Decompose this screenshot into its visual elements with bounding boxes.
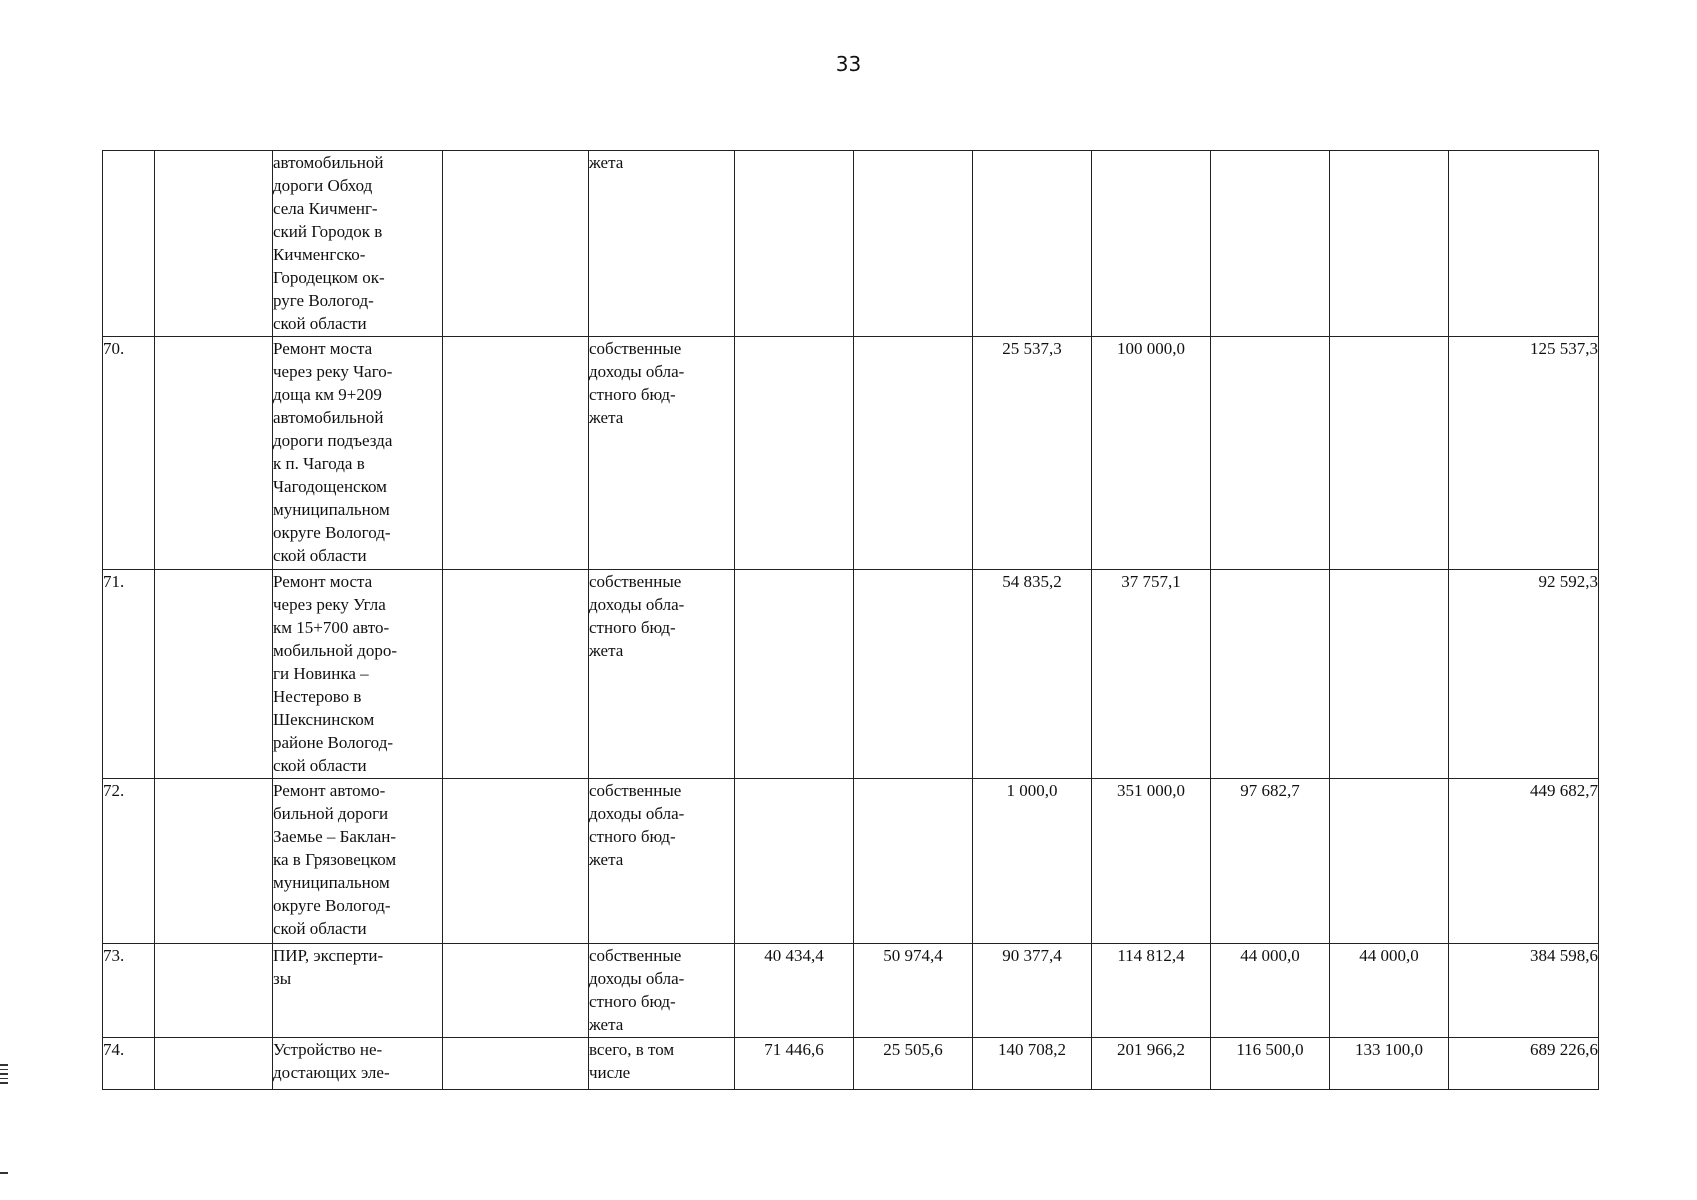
- funding-source-line: стного бюд-: [589, 827, 676, 846]
- object-name-line: округе Вологод-: [273, 896, 391, 915]
- row-number-cell: 72.: [103, 779, 155, 944]
- funding-source-line: собственные: [589, 781, 682, 800]
- funding-source-line: стного бюд-: [589, 385, 676, 404]
- row-number-cell: 73.: [103, 944, 155, 1038]
- object-name-line: ской области: [273, 314, 367, 333]
- object-name-line: Устройство не-: [273, 1040, 383, 1059]
- object-name-line: ской области: [273, 756, 367, 775]
- empty-cell: [443, 779, 589, 944]
- table-row: [103, 944, 1599, 1038]
- empty-cell: [155, 570, 273, 779]
- object-name-line: бильной дороги: [273, 804, 389, 823]
- object-name-line: ка в Грязовецком: [273, 850, 397, 869]
- funding-source-line: жета: [589, 153, 624, 172]
- year-value-cell: [1211, 570, 1330, 779]
- year-value-cell: 40 434,4: [735, 944, 854, 1038]
- year-value-cell: [854, 779, 973, 944]
- object-name-line: автомобильной: [273, 153, 384, 172]
- funding-source-line: доходы обла-: [589, 362, 685, 381]
- funding-source-line: всего, в том: [589, 1040, 675, 1059]
- table-row: [103, 779, 1599, 944]
- object-name-line: достающих эле-: [273, 1063, 390, 1082]
- funding-source-cell: [589, 151, 735, 337]
- funding-source-line: жета: [589, 408, 624, 427]
- year-value-cell: 133 100,0: [1330, 1038, 1449, 1090]
- funding-source-line: стного бюд-: [589, 992, 676, 1011]
- object-name-cell: [273, 779, 443, 944]
- year-value-cell: [854, 151, 973, 337]
- funding-source-line: жета: [589, 641, 624, 660]
- total-value-cell: [1449, 151, 1599, 337]
- funding-source-line: жета: [589, 1015, 624, 1034]
- empty-cell: [443, 570, 589, 779]
- total-value-cell: 689 226,6: [1449, 1038, 1599, 1090]
- year-value-cell: 44 000,0: [1211, 944, 1330, 1038]
- budget-table: [102, 150, 1599, 1090]
- object-name-line: ПИР, эксперти-: [273, 946, 384, 965]
- empty-cell: [155, 151, 273, 337]
- funding-source-cell: [589, 779, 735, 944]
- empty-cell: [443, 151, 589, 337]
- object-name-line: мобильной доро-: [273, 641, 397, 660]
- year-value-cell: [1211, 151, 1330, 337]
- year-value-cell: 44 000,0: [1330, 944, 1449, 1038]
- object-name-line: Ремонт моста: [273, 339, 373, 358]
- row-number-cell: 71.: [103, 570, 155, 779]
- year-value-cell: [1330, 570, 1449, 779]
- year-value-cell: 71 446,6: [735, 1038, 854, 1090]
- year-value-cell: 1 000,0: [973, 779, 1092, 944]
- year-value-cell: 25 537,3: [973, 337, 1092, 570]
- object-name-line: села Кичменг-: [273, 199, 378, 218]
- page-number: 33: [835, 52, 862, 76]
- object-name-cell: [273, 1038, 443, 1090]
- object-name-line: Городецком ок-: [273, 268, 385, 287]
- object-name-line: ский Городок в: [273, 222, 383, 241]
- object-name-line: муниципальном: [273, 873, 390, 892]
- table-row: [103, 1038, 1599, 1090]
- year-value-cell: [973, 151, 1092, 337]
- object-name-line: муниципальном: [273, 500, 390, 519]
- object-name-line: через реку Угла: [273, 595, 386, 614]
- object-name-line: руге Вологод-: [273, 291, 374, 310]
- total-value-cell: 92 592,3: [1449, 570, 1599, 779]
- object-name-line: Заемье – Баклан-: [273, 827, 397, 846]
- margin-marks: [0, 1064, 8, 1087]
- object-name-line: ской области: [273, 919, 367, 938]
- year-value-cell: 201 966,2: [1092, 1038, 1211, 1090]
- object-name-line: Ремонт моста: [273, 572, 373, 591]
- empty-cell: [443, 944, 589, 1038]
- year-value-cell: 114 812,4: [1092, 944, 1211, 1038]
- empty-cell: [155, 337, 273, 570]
- year-value-cell: 100 000,0: [1092, 337, 1211, 570]
- object-name-line: Ремонт автомо-: [273, 781, 386, 800]
- year-value-cell: [735, 779, 854, 944]
- funding-source-cell: [589, 570, 735, 779]
- year-value-cell: [735, 337, 854, 570]
- empty-cell: [443, 1038, 589, 1090]
- year-value-cell: [1092, 151, 1211, 337]
- object-name-cell: [273, 944, 443, 1038]
- row-number-cell: [103, 151, 155, 337]
- funding-source-line: числе: [589, 1063, 631, 1082]
- object-name-line: ги Новинка –: [273, 664, 369, 683]
- total-value-cell: 449 682,7: [1449, 779, 1599, 944]
- row-number-cell: 70.: [103, 337, 155, 570]
- object-name-line: Чагодощенском: [273, 477, 387, 496]
- empty-cell: [155, 779, 273, 944]
- year-value-cell: [735, 151, 854, 337]
- object-name-line: к п. Чагода в: [273, 454, 365, 473]
- funding-source-cell: [589, 944, 735, 1038]
- funding-source-line: доходы обла-: [589, 969, 685, 988]
- year-value-cell: 37 757,1: [1092, 570, 1211, 779]
- empty-cell: [155, 944, 273, 1038]
- year-value-cell: [1330, 337, 1449, 570]
- object-name-line: округе Вологод-: [273, 523, 391, 542]
- year-value-cell: 97 682,7: [1211, 779, 1330, 944]
- total-value-cell: 384 598,6: [1449, 944, 1599, 1038]
- object-name-line: доща км 9+209: [273, 385, 382, 404]
- year-value-cell: 25 505,6: [854, 1038, 973, 1090]
- object-name-line: дороги подъезда: [273, 431, 393, 450]
- year-value-cell: [854, 337, 973, 570]
- funding-source-line: собственные: [589, 339, 682, 358]
- table-row: [103, 151, 1599, 337]
- object-name-line: автомобильной: [273, 408, 384, 427]
- object-name-cell: [273, 151, 443, 337]
- year-value-cell: 54 835,2: [973, 570, 1092, 779]
- table-row: [103, 570, 1599, 779]
- empty-cell: [443, 337, 589, 570]
- year-value-cell: 50 974,4: [854, 944, 973, 1038]
- object-name-line: Шекснинском: [273, 710, 375, 729]
- funding-source-line: стного бюд-: [589, 618, 676, 637]
- funding-source-line: жета: [589, 850, 624, 869]
- funding-source-cell: [589, 337, 735, 570]
- total-value-cell: 125 537,3: [1449, 337, 1599, 570]
- funding-source-line: доходы обла-: [589, 595, 685, 614]
- object-name-line: Кичменгско-: [273, 245, 366, 264]
- object-name-cell: [273, 570, 443, 779]
- year-value-cell: 140 708,2: [973, 1038, 1092, 1090]
- object-name-line: районе Вологод-: [273, 733, 394, 752]
- margin-mark-bottom: [0, 1172, 8, 1174]
- year-value-cell: [854, 570, 973, 779]
- year-value-cell: [1330, 151, 1449, 337]
- object-name-line: ской области: [273, 546, 367, 565]
- object-name-line: Нестерово в: [273, 687, 362, 706]
- object-name-line: км 15+700 авто-: [273, 618, 390, 637]
- object-name-line: дороги Обход: [273, 176, 373, 195]
- empty-cell: [155, 1038, 273, 1090]
- year-value-cell: 116 500,0: [1211, 1038, 1330, 1090]
- year-value-cell: [1211, 337, 1330, 570]
- year-value-cell: 351 000,0: [1092, 779, 1211, 944]
- row-number-cell: 74.: [103, 1038, 155, 1090]
- funding-source-line: собственные: [589, 572, 682, 591]
- funding-source-line: собственные: [589, 946, 682, 965]
- funding-source-cell: [589, 1038, 735, 1090]
- year-value-cell: [735, 570, 854, 779]
- object-name-line: через реку Чаго-: [273, 362, 393, 381]
- table-row: [103, 337, 1599, 570]
- funding-source-line: доходы обла-: [589, 804, 685, 823]
- object-name-line: зы: [273, 969, 292, 988]
- year-value-cell: [1330, 779, 1449, 944]
- year-value-cell: 90 377,4: [973, 944, 1092, 1038]
- object-name-cell: [273, 337, 443, 570]
